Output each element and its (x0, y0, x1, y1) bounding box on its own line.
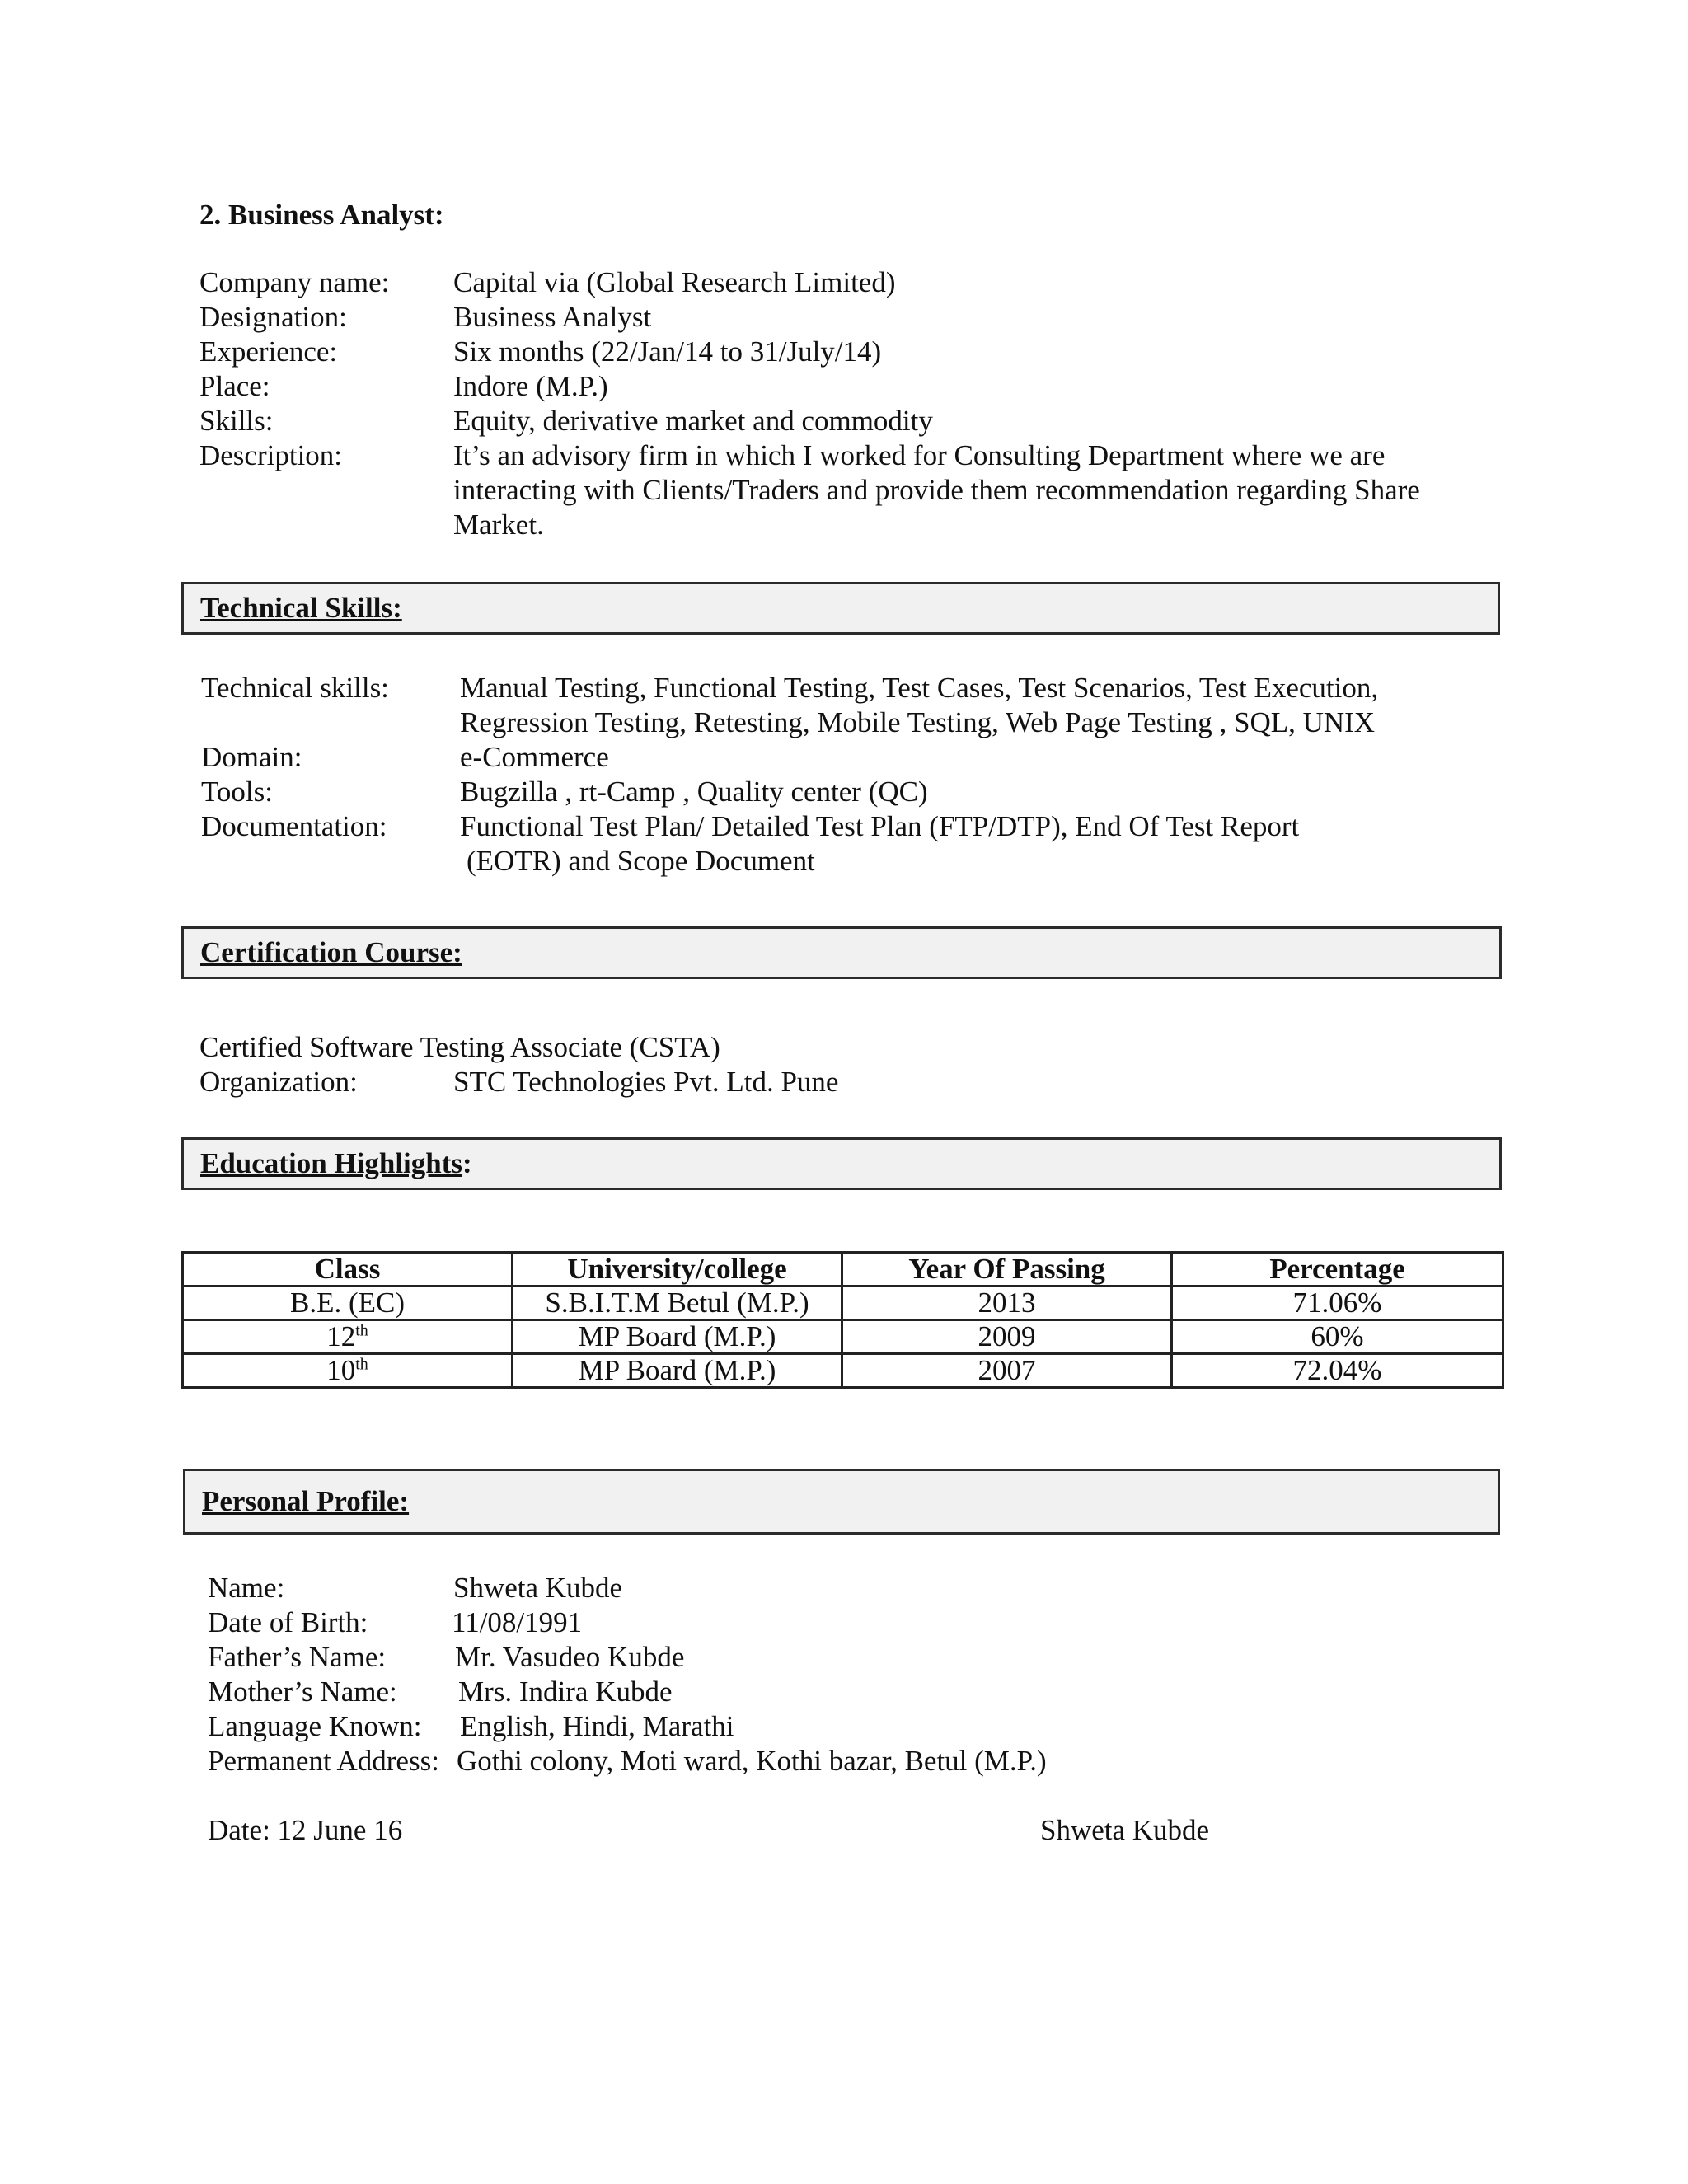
percentage-cell: 71.06% (1172, 1286, 1503, 1320)
field-label: Name: (208, 1572, 285, 1604)
skills-line: Manual Testing, Functional Testing, Test Cases, Test Scenarios, Test Execution, (460, 672, 1379, 704)
field-value: Business Analyst (453, 301, 652, 333)
field-value: e-Commerce (460, 741, 609, 773)
footer-date: Date: 12 June 16 (208, 1814, 403, 1846)
certification-course: Certified Software Testing Associate (CSTA) (199, 1031, 720, 1063)
description-line: interacting with Clients/Traders and provide them recommendation regarding Share (453, 474, 1420, 506)
year-cell: 2009 (842, 1320, 1172, 1354)
field-label: Documentation: (201, 810, 387, 842)
column-header: Class (183, 1253, 513, 1286)
percentage-cell: 60% (1172, 1320, 1503, 1354)
field-label: Skills: (199, 405, 274, 437)
field-label: Experience: (199, 335, 338, 368)
field-value: Six months (22/Jan/14 to 31/July/14) (453, 335, 882, 368)
skills-line: Regression Testing, Retesting, Mobile Testing, Web Page Testing , SQL, UNIX (460, 706, 1376, 738)
field-value: Shweta Kubde (453, 1572, 623, 1604)
field-value: Capital via (Global Research Limited) (453, 266, 896, 298)
documentation-line: (EOTR) and Scope Document (467, 845, 815, 877)
field-label: Place: (199, 370, 270, 402)
description-line: Market. (453, 509, 544, 541)
field-value: Gothi colony, Moti ward, Kothi bazar, Betul (M.P.) (457, 1745, 1047, 1777)
field-label: Designation: (199, 301, 347, 333)
table-row (183, 1320, 1503, 1354)
class-cell: B.E. (EC) (183, 1286, 513, 1320)
section-title: Personal Profile: (202, 1485, 410, 1517)
education-header (181, 1137, 1502, 1190)
university-cell: MP Board (M.P.) (513, 1320, 842, 1354)
year-cell: 2007 (842, 1354, 1172, 1388)
field-label: Permanent Address: (208, 1745, 439, 1777)
footer-signature: Shweta Kubde (1040, 1814, 1210, 1846)
field-label: Technical skills: (201, 672, 389, 704)
field-value: 11/08/1991 (452, 1606, 583, 1638)
table-row (183, 1286, 1503, 1320)
personal-profile-header (183, 1469, 1500, 1535)
field-value: Mrs. Indira Kubde (458, 1675, 673, 1708)
field-value: STC Technologies Pvt. Ltd. Pune (453, 1066, 839, 1098)
technical-skills-header (181, 582, 1500, 635)
table-row (183, 1354, 1503, 1388)
field-value: Mr. Vasudeo Kubde (455, 1641, 685, 1673)
university-cell: S.B.I.T.M Betul (M.P.) (513, 1286, 842, 1320)
field-label: Description: (199, 439, 343, 471)
percentage-cell: 72.04% (1172, 1354, 1503, 1388)
field-value: English, Hindi, Marathi (460, 1710, 734, 1742)
field-label: Mother’s Name: (208, 1675, 397, 1708)
section-title-colon: : (462, 1147, 472, 1179)
class-cell: 12th (183, 1320, 513, 1354)
field-label: Language Known: (208, 1710, 422, 1742)
field-label: Date of Birth: (208, 1606, 368, 1638)
section-title-text: Education Highlights (200, 1147, 463, 1179)
section-title: Certification Course: (200, 936, 462, 968)
section-title: Technical Skills: (200, 592, 402, 624)
business-analyst-heading: 2. Business Analyst: (199, 199, 444, 231)
table-header-row (183, 1253, 1503, 1286)
field-label: Father’s Name: (208, 1641, 387, 1673)
column-header: Percentage (1172, 1253, 1503, 1286)
documentation-line: Functional Test Plan/ Detailed Test Plan (FTP/DTP), End Of Test Report (460, 810, 1300, 842)
field-value: Equity, derivative market and commodity (453, 405, 933, 437)
field-value: Bugzilla , rt-Camp , Quality center (QC) (460, 776, 928, 808)
field-value: Indore (M.P.) (453, 370, 608, 402)
certification-header (181, 926, 1502, 979)
column-header: Year Of Passing (842, 1253, 1172, 1286)
section-title (200, 1146, 472, 1181)
year-cell: 2013 (842, 1286, 1172, 1320)
university-cell: MP Board (M.P.) (513, 1354, 842, 1388)
field-label: Company name: (199, 266, 390, 298)
field-label: Organization: (199, 1066, 358, 1098)
description-line: It’s an advisory firm in which I worked for Consulting Department where we are (453, 439, 1386, 471)
field-label: Domain: (201, 741, 302, 773)
field-label: Tools: (201, 776, 274, 808)
class-cell: 10th (183, 1354, 513, 1388)
education-table (181, 1251, 1504, 1389)
column-header: University/college (513, 1253, 842, 1286)
